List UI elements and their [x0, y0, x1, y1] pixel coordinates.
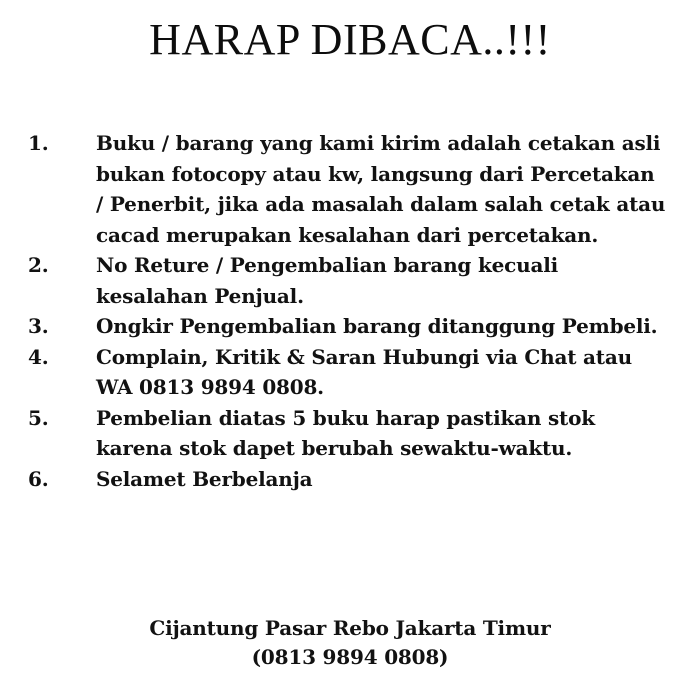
rule-item	[28, 403, 696, 464]
rule-line: cacad merupakan kesalahan dari percetakan.	[96, 222, 599, 247]
rule-item	[28, 342, 696, 403]
rule-line: No Reture / Pengembalian barang kecuali	[96, 253, 559, 277]
footer-address: Cijantung Pasar Rebo Jakarta Timur	[149, 616, 551, 640]
rule-text	[96, 342, 696, 403]
rule-number: 4.	[28, 344, 49, 369]
rule-text	[96, 403, 696, 464]
rule-line: karena stok dapet berubah sewaktu-waktu.	[96, 436, 573, 460]
rule-line: Complain, Kritik & Saran Hubungi via Chat atau	[96, 344, 632, 369]
rule-line: WA 0813 9894 0808.	[96, 375, 324, 399]
rule-number: 5.	[28, 405, 49, 430]
rule-line: / Penerbit, jika ada masalah dalam salah cetak atau	[96, 192, 666, 216]
rules-list	[28, 128, 696, 494]
rule-line: Ongkir Pengembalian barang ditanggung Pembeli.	[96, 314, 658, 338]
rule-text	[96, 250, 696, 311]
rule-item	[28, 464, 696, 495]
page-title: HARAP DIBACA..!!!	[149, 15, 551, 64]
rule-text	[96, 311, 696, 342]
rule-number: 6.	[28, 466, 49, 491]
footer	[0, 614, 700, 672]
rule-text	[96, 128, 696, 250]
rule-line: Selamet Berbelanja	[96, 466, 313, 491]
rule-number: 1.	[28, 131, 49, 155]
rule-line: Buku / barang yang kami kirim adalah cetakan asli	[96, 131, 661, 155]
rule-line: kesalahan Penjual.	[96, 283, 304, 308]
rule-line: bukan fotocopy atau kw, langsung dari Percetakan	[96, 161, 655, 186]
rule-text	[96, 464, 696, 495]
rule-number: 3.	[28, 314, 49, 338]
rule-number: 2.	[28, 253, 49, 277]
rule-item	[28, 250, 696, 311]
footer-phone: (0813 9894 0808)	[251, 645, 449, 669]
rule-line: Pembelian diatas 5 buku harap pastikan stok	[96, 405, 595, 430]
rule-item	[28, 311, 696, 342]
rule-item	[28, 128, 696, 250]
